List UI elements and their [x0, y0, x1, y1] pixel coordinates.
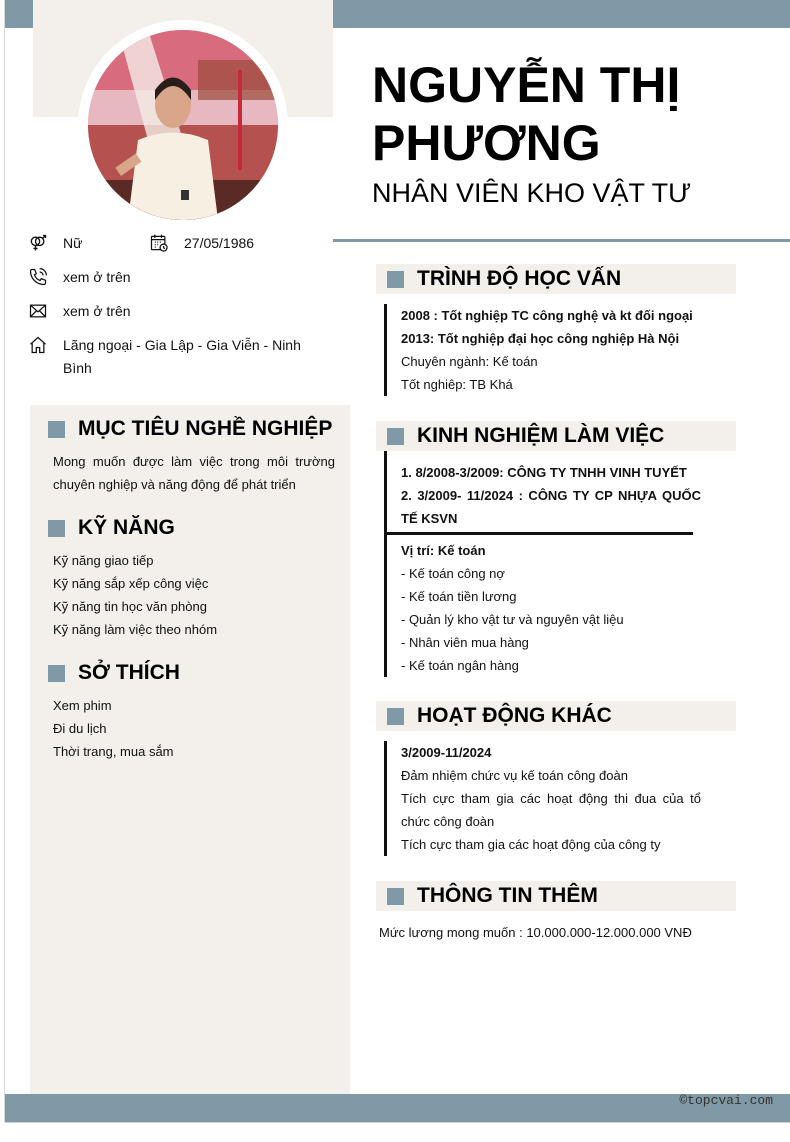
- position-line: Vị trí: Kế toán: [401, 543, 486, 558]
- hobbies-list: [53, 694, 335, 763]
- list-item: Kỹ năng tin học văn phòng: [53, 599, 207, 614]
- phone-row: [27, 266, 131, 289]
- activity-item: Tích cực tham gia các hoạt động thi đua của tổ chức công đoàn: [401, 791, 701, 829]
- duty-item: - Kế toán tiền lương: [401, 589, 517, 604]
- skills-list: [53, 549, 335, 641]
- square-bullet-icon: [48, 520, 65, 537]
- copyright-text: ©topcvai.com: [679, 1093, 773, 1108]
- avatar: [88, 30, 278, 220]
- education-line: 2008 : Tốt nghiệp TC công nghệ và kt đối ngoại: [401, 308, 693, 323]
- education-line: 2013: Tốt nghiệp đại học công nghiệp Hà Nội: [401, 331, 680, 346]
- email-value: xem ở trên: [63, 303, 131, 319]
- address-value: Lãng ngoại - Gia Lập - Gia Viễn - Ninh Bình: [63, 337, 301, 376]
- activity-item: Tích cực tham gia các hoạt động của công ty: [401, 837, 661, 852]
- education-heading: TRÌNH ĐỘ HỌC VẤN: [376, 264, 736, 294]
- list-item: Thời trang, mua sắm: [53, 744, 174, 759]
- birthday-value: 27/05/1986: [184, 235, 255, 251]
- left-sidebar-panel: [30, 405, 350, 1122]
- square-bullet-icon: [48, 421, 65, 438]
- square-bullet-icon: [387, 428, 404, 445]
- activities-body: [384, 741, 714, 856]
- additional-info-text: Mức lương mong muốn : 10.000.000-12.000.000 VNĐ: [379, 925, 692, 940]
- company-line: 2. 3/2009- 11/2024 : CÔNG TY CP NHỰA QUỐC TẾ KSVN: [401, 488, 701, 526]
- activity-item: Đảm nhiệm chức vụ kế toán công đoàn: [401, 768, 628, 783]
- email-row: [27, 300, 131, 323]
- avatar-photo-icon: [88, 30, 278, 220]
- objective-text: Mong muốn được làm việc trong môi trường chuyên nghiệp và năng động để phát triển: [53, 454, 335, 492]
- list-item: Đi du lịch: [53, 721, 107, 736]
- bottom-accent-bar: [5, 1094, 790, 1122]
- gender-row: [27, 232, 82, 255]
- address-row: [27, 334, 317, 380]
- experience-heading: KINH NGHIỆM LÀM VIỆC: [376, 421, 736, 451]
- candidate-name: NGUYỄN THỊ PHƯƠNG: [372, 57, 681, 171]
- square-bullet-icon: [387, 271, 404, 288]
- hobbies-heading: SỞ THÍCH: [48, 661, 180, 685]
- experience-divider: [387, 532, 693, 535]
- square-bullet-icon: [387, 708, 404, 725]
- duty-item: - Kế toán ngân hàng: [401, 658, 519, 673]
- square-bullet-icon: [48, 665, 65, 682]
- job-title: NHÂN VIÊN KHO VẬT TƯ: [372, 178, 692, 208]
- birthday-row: [148, 232, 254, 255]
- activities-heading: HOẠT ĐỘNG KHÁC: [376, 701, 736, 731]
- skills-heading: KỸ NĂNG: [48, 516, 175, 540]
- gender-icon: [27, 232, 49, 254]
- header-divider: [333, 239, 790, 242]
- duty-item: - Nhân viên mua hàng: [401, 635, 529, 650]
- list-item: Kỹ năng sắp xếp công việc: [53, 576, 209, 591]
- square-bullet-icon: [387, 888, 404, 905]
- phone-icon: [27, 266, 49, 288]
- list-item: Xem phim: [53, 698, 112, 713]
- education-line: Chuyên ngành: Kế toán: [401, 354, 538, 369]
- additional-info-heading: THÔNG TIN THÊM: [376, 881, 736, 911]
- phone-value: xem ở trên: [63, 269, 131, 285]
- experience-body: [384, 451, 714, 677]
- gender-value: Nữ: [63, 235, 83, 251]
- calendar-icon: [148, 232, 170, 254]
- activity-period: 3/2009-11/2024: [401, 745, 492, 760]
- education-body: [384, 304, 724, 396]
- email-icon: [27, 300, 49, 322]
- education-line: Tốt nghiêp: TB Khá: [401, 377, 513, 392]
- company-line: 1. 8/2008-3/2009: CÔNG TY TNHH VINH TUYẾT: [401, 465, 687, 480]
- list-item: Kỹ năng làm việc theo nhóm: [53, 622, 218, 637]
- duty-item: - Kế toán công nợ: [401, 566, 505, 581]
- home-icon: [27, 334, 49, 356]
- objective-heading: MỤC TIÊU NGHỀ NGHIỆP: [48, 417, 332, 441]
- duty-item: - Quản lý kho vật tư và nguyên vật liệu: [401, 612, 624, 627]
- list-item: Kỹ năng giao tiếp: [53, 553, 154, 568]
